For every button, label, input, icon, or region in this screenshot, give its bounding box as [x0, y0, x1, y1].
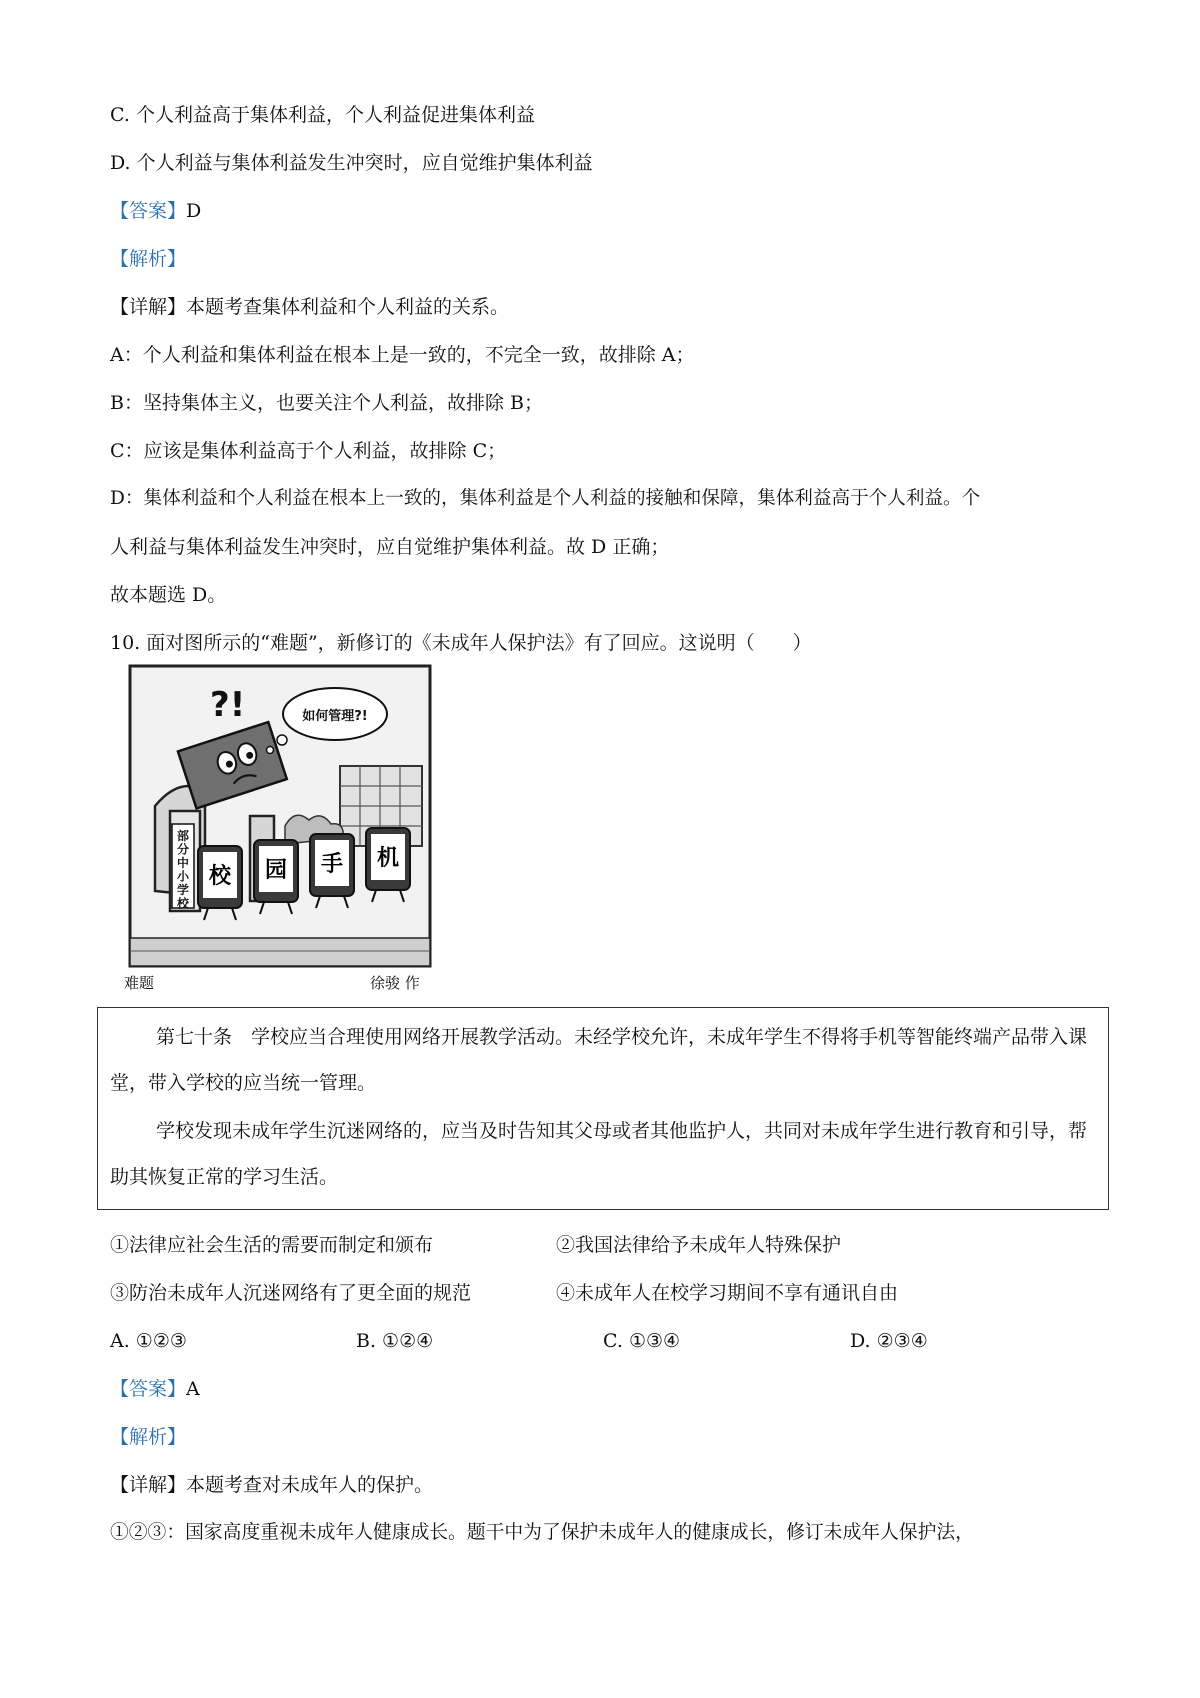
- cartoon-phone: [310, 834, 354, 908]
- statement-1: ①法律应社会生活的需要而制定和颁布: [110, 1234, 434, 1256]
- q9-option-d: D. 个人利益与集体利益发生冲突时，应自觉维护集体利益: [110, 152, 593, 174]
- choice-a: A. ①②③: [110, 1330, 187, 1352]
- choice-c: C. ①③④: [603, 1330, 681, 1352]
- cartoon-phone-label: 园: [264, 858, 288, 883]
- q9-reason-a: A：个人利益和集体利益在根本上是一致的，不完全一致，故排除 A；: [110, 344, 695, 366]
- cartoon-illustration: [110, 656, 455, 1002]
- detail-tag: 【详解】: [110, 296, 187, 318]
- statement-2: ②我国法律给予未成年人特殊保护: [556, 1234, 842, 1256]
- q9-conclusion: 故本题选 D。: [110, 584, 227, 606]
- statement-4: ④未成年人在校学习期间不享有通讯自由: [556, 1282, 899, 1304]
- cartoon-phone-label: 机: [376, 846, 400, 871]
- q9-detail: [110, 292, 509, 322]
- q9-reason-d-line2: 人利益与集体利益发生冲突时，应自觉维护集体利益。故 D 正确；: [110, 536, 670, 558]
- cartoon-phone-label: 手: [320, 852, 344, 877]
- q9-analysis-tag: 【解析】: [110, 248, 187, 270]
- answer-tag: 【答案】: [110, 1378, 187, 1400]
- law-excerpt-box: [97, 1007, 1109, 1210]
- statement-3: ③防治未成年人沉迷网络有了更全面的规范: [110, 1282, 472, 1304]
- choice-b: B. ①②④: [356, 1330, 434, 1352]
- cartoon-phone-label: 校: [208, 864, 232, 889]
- q10-analysis-tag: 【解析】: [110, 1426, 187, 1448]
- law-paragraph-2: 学校发现未成年学生沉迷网络的，应当及时告知其父母或者其他监护人，共同对未成年学生进行教育和引导，帮助其恢复正常的学习生活。: [110, 1120, 1088, 1188]
- cartoon-caption-right: 徐骏 作: [370, 974, 420, 992]
- q10-answer: [110, 1374, 200, 1404]
- law-paragraph-1: 第七十条 学校应当合理使用网络开展教学活动。未经学校允许，未成年学生不得将手机等智能终端产品带入课堂，带入学校的应当统一管理。: [110, 1026, 1088, 1094]
- answer-value: A: [186, 1378, 200, 1400]
- cartoon-exclaim: ?!: [210, 685, 246, 725]
- detail-tag: 【详解】: [110, 1474, 187, 1496]
- answer-tag: 【答案】: [110, 200, 187, 222]
- q9-reason-b: B：坚持集体主义，也要关注个人利益，故排除 B；: [110, 392, 543, 414]
- q9-answer: [110, 196, 201, 226]
- q10-stem: 10. 面对图所示的“难题”，新修订的《未成年人保护法》有了回应。这说明（ ）: [110, 632, 812, 654]
- cartoon-caption-left: 难题: [124, 974, 155, 992]
- q9-reason-d-line1: D：集体利益和个人利益在根本上一致的，集体利益是个人利益的接触和保障，集体利益高于个人利益。个: [110, 488, 981, 509]
- q9-reason-c: C：应该是集体利益高于个人利益，故排除 C；: [110, 440, 507, 462]
- cartoon-speech: 如何管理?!: [302, 709, 368, 724]
- choice-d: D. ②③④: [850, 1330, 928, 1352]
- cartoon-phone: [366, 828, 410, 902]
- cartoon-gate-text: 部分中小学校: [176, 829, 190, 911]
- q10-detail: [110, 1470, 433, 1500]
- answer-value: D: [186, 200, 202, 222]
- cartoon-phone: [254, 840, 298, 914]
- q9-option-c: C. 个人利益高于集体利益，个人利益促进集体利益: [110, 104, 535, 126]
- q10-last-line: ①②③：国家高度重视未成年人健康成长。题干中为了保护未成年人的健康成长，修订未成年人保护法，: [110, 1522, 974, 1543]
- detail-text: 本题考查对未成年人的保护。: [186, 1474, 434, 1496]
- cartoon-phone: [198, 846, 242, 920]
- detail-text: 本题考查集体利益和个人利益的关系。: [186, 296, 510, 318]
